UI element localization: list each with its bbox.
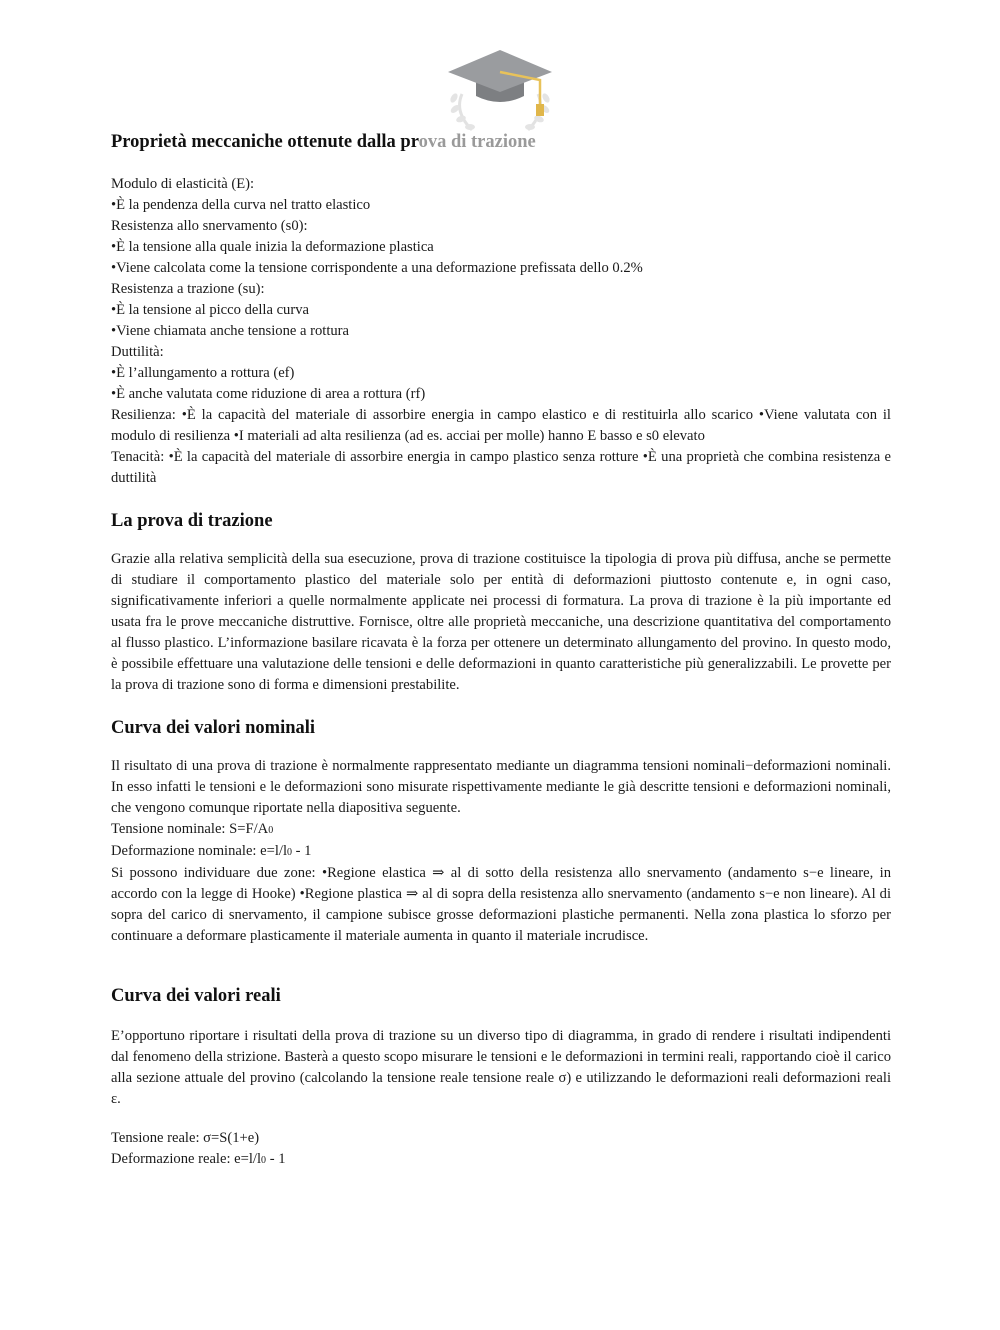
properties-line: Modulo di elasticità (E): [111,176,255,192]
tenacita-paragraph: Tenacità: •È la capacità del materiale di assorbire energia in campo plastico senza rotture •È una proprietà che combina resistenza e duttilità [111,449,891,486]
properties-line: •È anche valutata come riduzione di area a rottura (rf) [111,386,426,402]
properties-line: •È la pendenza della curva nel tratto elastico [111,197,371,213]
tensione-nominale-formula [111,819,891,841]
zones-paragraph: Si possono individuare due zone: •Regione elastica ⇒ al di sotto della resistenza allo snervamento (andamento s−e lineare, in accordo con la legge di Hooke) •Regione plastica ⇒ al di sopra della resistenza allo snervamento (andamento s−e non lineare). Al di sopra del carico di snervamento, il campione subisce grosse deformazioni plastiche permanenti. Nella zona plastica lo sforzo per continuare a deformare plasticamente il materiale aumenta in quanto il materiale incrudisce. [111,865,891,944]
properties-line: •È l’allungamento a rottura (ef) [111,365,295,381]
section-title-curva-reali: Curva dei valori reali [111,986,281,1006]
properties-line: Duttilità: [111,344,164,360]
formula-text: Deformazione nominale: e=l/l [111,843,287,859]
resilienza-paragraph: Resilienza: •È la capacità del materiale di assorbire energia in campo elastico e di restituirla allo scarico •Viene valutata con il modulo di resilienza •I materiali ad alta resilienza (ad es. acciai per molle) hanno E basso e s0 elevato [111,407,891,444]
graduation-cap-logo-icon [440,46,560,138]
formula-text: - 1 [292,843,312,859]
prova-trazione-paragraph: Grazie alla relativa semplicità della sua esecuzione, prova di trazione costituisce la tipologia di prova più diffusa, anche se permette di studiare il comportamento plastico del materiale solo per entità di deformazioni piuttosto contenute e, in ogni caso, significativamente inferiori a quelle normalmente applicate nei processi di formatura. La prova di trazione è la più importante ed usata fra le prove meccaniche distruttive. Fornisce, oltre alle proprietà meccaniche, una descrizione quantitativa del comportamento al flusso plastico. L’informazione basilare ricavata è la forza per ottenere un determinato allungamento del provino. In questo modo, è possibile effettuare una valutazione delle tensioni e delle deformazioni in quanto caratteristiche più generalizzabili. Le provette per la prova di trazione sono di forma e dimensioni prestabilite. [111,551,891,693]
formula-text: Tensione nominale: S=F/A [111,821,269,837]
properties-line: Resistenza allo snervamento (s0): [111,218,308,234]
section-title-dark-part: Proprietà meccaniche ottenute dalla pr [111,132,419,152]
deformazione-reale-formula [111,1149,891,1171]
deformazione-nominale-formula [111,841,891,863]
section-title-prova-trazione: La prova di trazione [111,511,273,531]
properties-line: •È la tensione al picco della curva [111,302,309,318]
properties-line: •Viene chiamata anche tensione a rottura [111,323,350,339]
formula-subscript: 0 [287,847,292,858]
section-title-curva-nominali: Curva dei valori nominali [111,718,316,738]
curva-nominali-paragraph: Il risultato di una prova di trazione è normalmente rappresentato mediante un diagramma tensioni nominali−deformazioni nominali. In esso infatti le tensioni e le deformazioni sono misurate rispettivamente mediante le già descritte tensioni e deformazioni nominali, che vengono comunque riportate nella diapositiva seguente. [111,758,891,816]
section-title-properties [111,130,891,154]
formula-subscript: 0 [268,825,274,836]
properties-list [111,174,891,489]
section-title-watermarked-part: ova di trazione [418,132,536,152]
formula-subscript: 0 [261,1155,267,1166]
properties-line: Resistenza a trazione (su): [111,281,265,297]
formula-text: - 1 [266,1151,286,1167]
formula-text: Deformazione reale: e=l/l [111,1151,262,1167]
document-page [111,130,891,1171]
tensione-reale-formula: Tensione reale: σ=S(1+e) [111,1130,260,1146]
properties-line: •È la tensione alla quale inizia la deformazione plastica [111,239,434,255]
curva-reali-paragraph: E’opportuno riportare i risultati della prova di trazione su un diverso tipo di diagramma, in grado di rendere i risultati indipendenti dal fenomeno della strizione. Basterà a questo scopo misurare le tensioni e le deformazioni in termini reali, rapportando cioè il carico alla sezione attuale del provino (calcolando la tensione reale tensione reale σ) e utilizzando le deformazioni reali deformazioni reali ε. [111,1028,891,1107]
properties-line: •Viene calcolata come la tensione corrispondente a una deformazione prefissata dello 0.2% [111,260,643,276]
